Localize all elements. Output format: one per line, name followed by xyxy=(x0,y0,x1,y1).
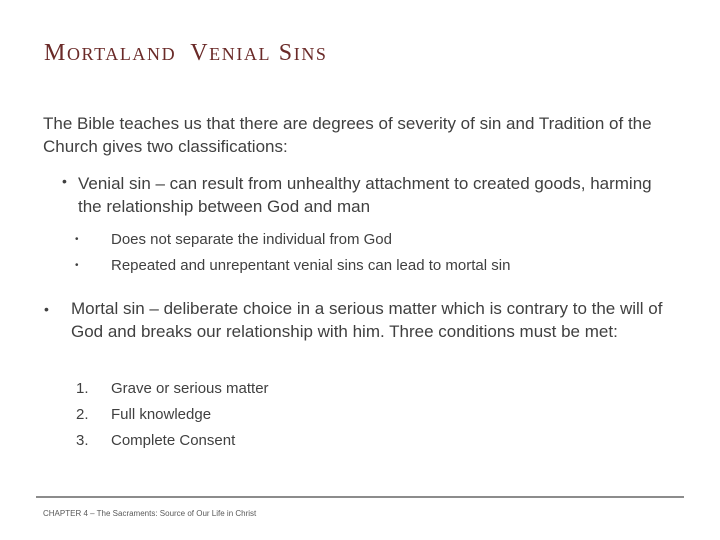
sub-bullet-marker: • xyxy=(75,260,79,271)
venial-sin-text: Venial sin – can result from unhealthy attachment to created goods, harming the relationship between God and man xyxy=(78,174,652,216)
condition-text: Full knowledge xyxy=(111,406,212,423)
condition-number: 1. xyxy=(76,380,89,397)
bullet-marker-mortal: • xyxy=(44,301,49,317)
venial-subpoint: Does not separate the individual from God xyxy=(111,231,392,248)
footer-divider xyxy=(36,496,684,498)
title-rest-2: ENIAL xyxy=(209,44,272,64)
mortal-sin-text: Mortal sin – deliberate choice in a serious matter which is contrary to the will of God and breaks our relationship with him. Three conditions must be met: xyxy=(71,299,663,341)
slide-title xyxy=(44,40,328,67)
venial-subpoint: Repeated and unrepentant venial sins can lead to mortal sin xyxy=(111,257,511,274)
bullet-marker-venial: • xyxy=(62,173,67,189)
condition-text: Grave or serious matter xyxy=(111,380,269,397)
intro-paragraph: The Bible teaches us that there are degrees of severity of sin and Tradition of the Church gives two classifications: xyxy=(43,114,652,156)
title-cap-3: S xyxy=(278,40,294,66)
title-cap-1: M xyxy=(44,40,67,66)
condition-number: 3. xyxy=(76,432,89,449)
footer-text: CHAPTER 4 – The Sacraments: Source of Our Life in Christ xyxy=(43,509,257,518)
sub-bullet-marker: • xyxy=(75,234,79,245)
title-cap-2: V xyxy=(190,40,210,66)
title-rest-3: INS xyxy=(293,44,328,64)
title-rest-1: ORTALAND xyxy=(66,44,177,64)
condition-number: 2. xyxy=(76,406,89,423)
condition-text: Complete Consent xyxy=(111,432,236,449)
